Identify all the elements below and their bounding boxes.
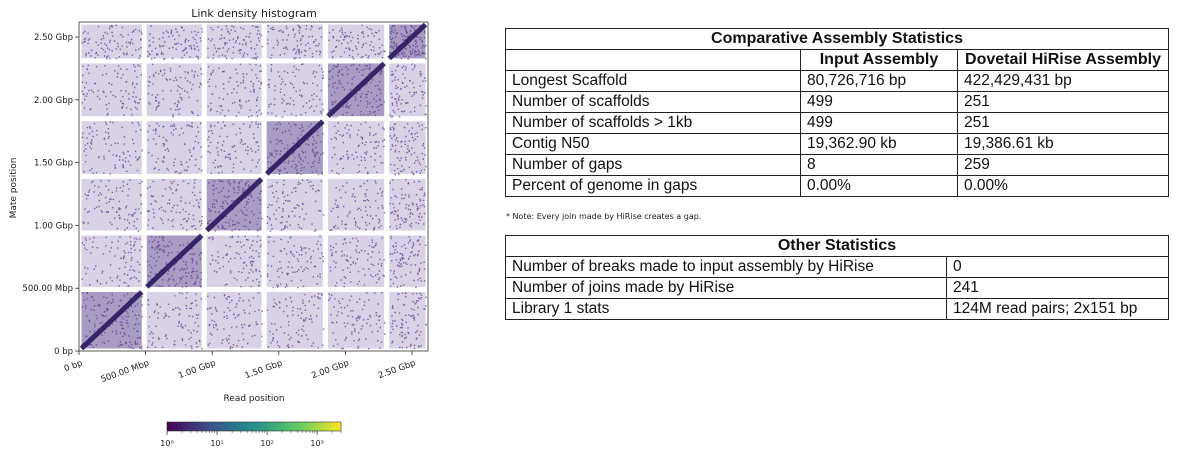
column-header-blank <box>506 50 801 71</box>
x-tick-label: 2.50 Gbp <box>376 358 418 382</box>
row-label: Contig N50 <box>506 134 801 155</box>
column-header-input: Input Assembly <box>801 50 958 71</box>
y-tick-label: 500.00 Mbp <box>22 284 73 295</box>
scaffold-block <box>207 121 262 174</box>
other-stats-table <box>505 235 1169 320</box>
table-row <box>506 176 1169 197</box>
row-value: 241 <box>947 278 1169 299</box>
scaffold-block <box>82 235 142 287</box>
x-tick-label: 2.00 Gbp <box>310 358 351 382</box>
comparative-stats-table <box>505 28 1169 197</box>
column-header-hirise: Dovetail HiRise Assembly <box>958 50 1169 71</box>
hirise-value: 251 <box>958 113 1169 134</box>
y-tick-label: 2.50 Gbp <box>33 33 73 44</box>
comparative-title: Comparative Assembly Statistics <box>506 29 1169 50</box>
scaffold-block <box>389 235 425 287</box>
table-row <box>506 92 1169 113</box>
table-row <box>506 155 1169 176</box>
table-row <box>506 113 1169 134</box>
scaffold-block <box>267 235 323 287</box>
row-label: Percent of genome in gaps <box>506 176 801 197</box>
table-header-row <box>506 50 1169 71</box>
row-label: Number of scaffolds > 1kb <box>506 113 801 134</box>
row-label: Number of joins made by HiRise <box>506 278 947 299</box>
input-value: 19,362.90 kb <box>801 134 958 155</box>
scaffold-block <box>82 63 142 116</box>
scaffold-block <box>82 179 142 231</box>
row-value: 124M read pairs; 2x151 bp <box>947 299 1169 320</box>
table-row <box>506 299 1169 320</box>
table-row <box>506 257 1169 278</box>
scaffold-block <box>147 292 202 349</box>
row-label: Longest Scaffold <box>506 71 801 92</box>
row-label: Number of breaks made to input assembly by HiRise <box>506 257 947 278</box>
input-value: 499 <box>801 92 958 113</box>
row-label: Number of gaps <box>506 155 801 176</box>
row-label: Number of scaffolds <box>506 92 801 113</box>
row-label: Library 1 stats <box>506 299 947 320</box>
colorbar-tick-label: 10³ <box>310 439 324 448</box>
colorbar-tick-label: 10⁰ <box>160 439 174 448</box>
y-tick-label: 0 bp <box>54 347 73 357</box>
hirise-value: 422,429,431 bp <box>958 71 1169 92</box>
scaffold-block <box>389 121 425 174</box>
scaffold-block <box>267 179 323 231</box>
hirise-value: 259 <box>958 155 1169 176</box>
other-title: Other Statistics <box>506 236 1169 257</box>
scaffold-block <box>207 292 262 349</box>
hirise-value: 251 <box>958 92 1169 113</box>
input-value: 0.00% <box>801 176 958 197</box>
hirise-value: 0.00% <box>958 176 1169 197</box>
scaffold-block <box>389 292 425 349</box>
table-row <box>506 71 1169 92</box>
y-tick-label: 2.00 Gbp <box>33 95 73 106</box>
scaffold-block <box>147 25 202 59</box>
colorbar-tick-label: 10¹ <box>210 439 224 448</box>
x-tick-label: 1.00 Gbp <box>177 358 218 382</box>
table-row <box>506 278 1169 299</box>
x-tick-label: 0 bp <box>62 358 85 375</box>
link-density-chart <box>0 0 470 456</box>
scaffold-block <box>147 63 202 116</box>
input-value: 499 <box>801 113 958 134</box>
x-tick-label: 500.00 Mbp <box>99 358 151 386</box>
table-row <box>506 134 1169 155</box>
x-tick-label: 1.50 Gbp <box>243 358 284 382</box>
x-axis-label: Read position <box>223 394 285 404</box>
scaffold-block <box>328 25 384 59</box>
input-value: 80,726,716 bp <box>801 71 958 92</box>
row-value: 0 <box>947 257 1169 278</box>
scaffold-block <box>82 25 142 59</box>
y-tick-label: 1.00 Gbp <box>33 221 73 232</box>
input-value: 8 <box>801 155 958 176</box>
scaffold-block <box>147 179 202 231</box>
hirise-value: 19,386.61 kb <box>958 134 1169 155</box>
chart-title: Link density histogram <box>191 7 317 20</box>
scaffold-block <box>267 292 323 349</box>
y-tick-label: 1.50 Gbp <box>33 158 73 169</box>
gap-note: * Note: Every join made by HiRise creates a gap. <box>506 212 702 221</box>
scaffold-block <box>207 25 262 59</box>
colorbar <box>167 422 341 431</box>
y-axis-label: Mate position <box>9 157 19 219</box>
scaffold-block <box>389 179 425 231</box>
colorbar-tick-label: 10² <box>260 439 274 448</box>
